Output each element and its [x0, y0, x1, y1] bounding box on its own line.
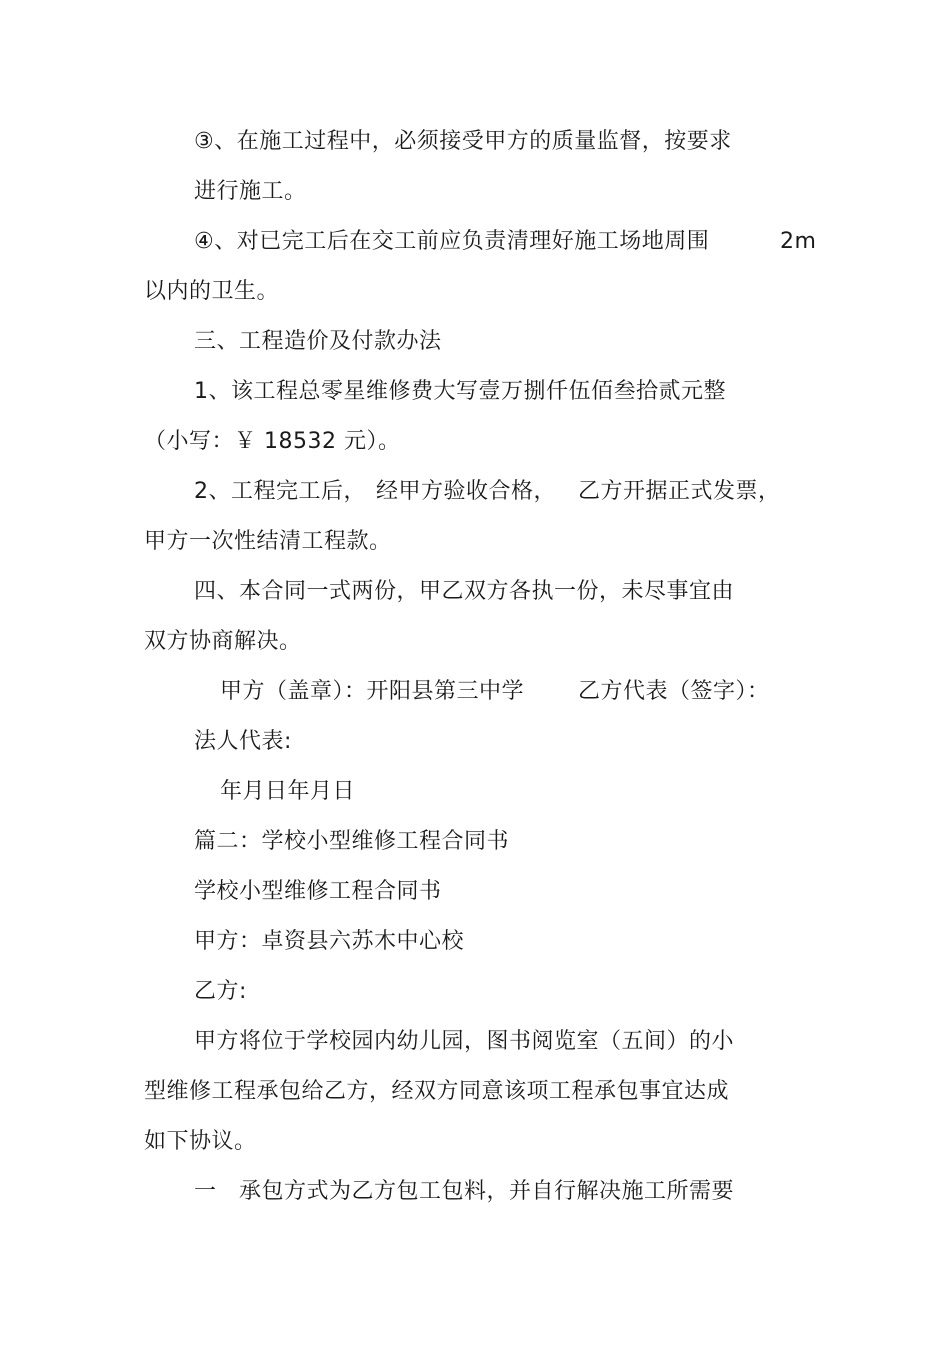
paragraph-line: 双方协商解决。	[144, 629, 302, 654]
party-a-seal: 甲方（盖章）：开阳县第三中学	[220, 679, 525, 704]
party-a: 甲方：卓资县六苏木中心校	[194, 929, 465, 954]
paragraph-line: （小写：￥ 18532 元）。	[144, 429, 401, 454]
paragraph-line: 四、本合同一式两份，甲乙双方各执一份，未尽事宜由	[194, 579, 735, 604]
section-heading: 三、工程造价及付款办法	[194, 329, 442, 354]
contract-title: 学校小型维修工程合同书	[194, 879, 442, 904]
party-b: 乙方:	[194, 979, 247, 1004]
paragraph-line-unit: 2m	[780, 229, 817, 254]
paragraph-line: 型维修工程承包给乙方，经双方同意该项工程承包事宜达成	[144, 1079, 730, 1104]
paragraph-line: ③、在施工过程中，必须接受甲方的质量监督，按要求	[194, 129, 732, 154]
paragraph-line: 甲方将位于学校园内幼儿园，图书阅览室（五间）的小	[194, 1029, 735, 1054]
paragraph-line: 经甲方验收合格，	[376, 479, 557, 504]
date-line: 年月日年月日	[220, 779, 356, 804]
paragraph-line: 甲方一次性结清工程款。	[144, 529, 392, 554]
paragraph-line: 2、工程完工后，	[194, 479, 366, 504]
paragraph-line: 如下协议。	[144, 1129, 257, 1154]
paragraph-line: 以内的卫生。	[144, 279, 280, 304]
paragraph-line: 一 承包方式为乙方包工包料，并自行解决施工所需要	[194, 1179, 734, 1204]
legal-representative: 法人代表:	[194, 729, 292, 754]
paragraph-line: 进行施工。	[194, 179, 307, 204]
paragraph-line: ④、对已完工后在交工前应负责清理好施工场地周围	[194, 229, 710, 254]
paragraph-line: 乙方开据正式发票，	[578, 479, 781, 504]
party-b-signature: 乙方代表（签字）：	[578, 679, 770, 704]
paragraph-line: 1、该工程总零星维修费大写壹万捌仟伍佰叁拾贰元整	[194, 379, 726, 404]
chapter-title: 篇二：学校小型维修工程合同书	[194, 829, 510, 854]
